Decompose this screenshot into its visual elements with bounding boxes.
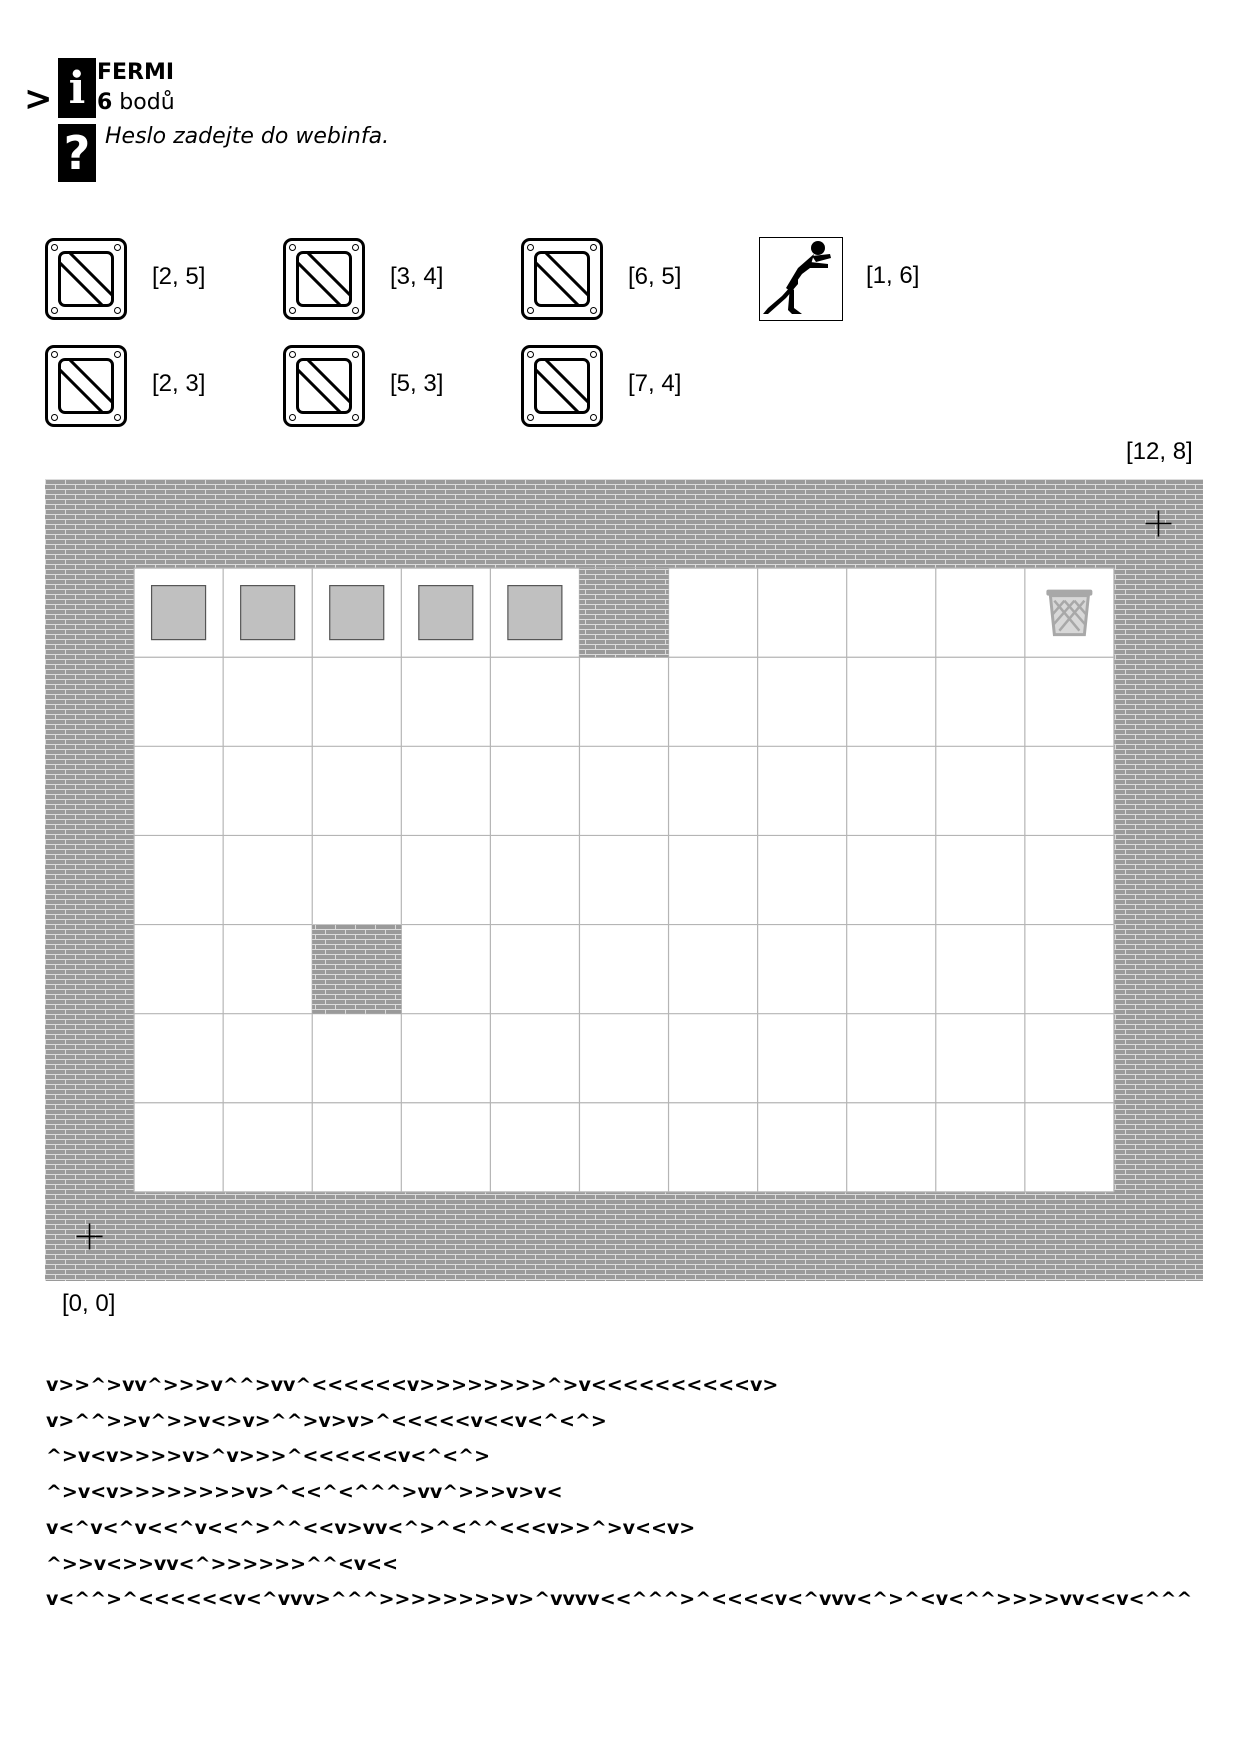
points-unit: bodů bbox=[112, 90, 175, 115]
move-sequence-line: v>>^>vv^>>>v^^>vv^<<<<<<v>>>>>>>>^>v<<<<<<<<<<v> bbox=[46, 1374, 779, 1396]
points-value: 6 bbox=[97, 90, 113, 115]
box-coordinate-label: [2, 3] bbox=[152, 370, 206, 397]
marker-arrow: > bbox=[24, 79, 53, 119]
question-icon: ? bbox=[58, 124, 96, 182]
pushing-man-icon bbox=[759, 237, 843, 321]
move-sequence-line: v<^v<^v<<^v<<^>^^<<v>vv<^>^<^^<<<v>>^>v<<v> bbox=[46, 1516, 696, 1539]
box-icon bbox=[283, 238, 365, 320]
info-icon: i bbox=[58, 58, 96, 118]
move-sequence-line: v>^^>>v^>>v<>v>^^>v>v>^<<<<<v<<v<^<^> bbox=[46, 1409, 607, 1432]
box-icon bbox=[521, 345, 603, 427]
grey-square bbox=[419, 586, 473, 640]
task-points bbox=[97, 90, 175, 115]
task-title: FERMI bbox=[97, 60, 175, 85]
box-coordinate-label: [2, 5] bbox=[152, 263, 206, 290]
move-sequence-line: ^>v<v>>>>>>>>v>^<<^<^^^>vv^>>>v>v< bbox=[46, 1481, 563, 1504]
move-sequences bbox=[46, 1368, 1192, 1618]
top-right-coordinate: [12, 8] bbox=[1126, 438, 1193, 465]
grey-square bbox=[152, 586, 206, 640]
game-board bbox=[45, 479, 1203, 1281]
box-coordinate-label: [3, 4] bbox=[390, 263, 444, 290]
inner-wall bbox=[579, 568, 668, 657]
box-icon bbox=[45, 345, 127, 427]
box-icon bbox=[45, 238, 127, 320]
grey-square bbox=[508, 586, 562, 640]
password-hint: Heslo zadejte do webinfa. bbox=[105, 124, 390, 149]
box-coordinate-label: [7, 4] bbox=[628, 370, 682, 397]
trash-bin-icon bbox=[1046, 590, 1092, 635]
move-sequence-line: ^>v<v>>>>v>^v>>>^<<<<<<v<^<^> bbox=[46, 1445, 491, 1468]
box-coordinate-label: [6, 5] bbox=[628, 263, 682, 290]
move-sequence-line: ^>>v<>>vv<^>>>>>>^^<v<< bbox=[46, 1552, 399, 1575]
move-sequence-line: v<^^>^<<<<<<v<^vvv>^^^>>>>>>>>v>^vvvv<<^^^>^<<<<v<^vvv<^>^<v<^^>>>>vv<<v<^^^ bbox=[46, 1588, 1193, 1611]
inner-wall bbox=[312, 925, 401, 1014]
grey-square bbox=[241, 586, 295, 640]
box-coordinate-label: [5, 3] bbox=[390, 370, 444, 397]
box-icon bbox=[283, 345, 365, 427]
grey-square bbox=[330, 586, 384, 640]
board-interior bbox=[134, 568, 1114, 1192]
bottom-left-coordinate: [0, 0] bbox=[62, 1290, 116, 1317]
robot-coordinate-label: [1, 6] bbox=[866, 262, 920, 289]
box-icon bbox=[521, 238, 603, 320]
